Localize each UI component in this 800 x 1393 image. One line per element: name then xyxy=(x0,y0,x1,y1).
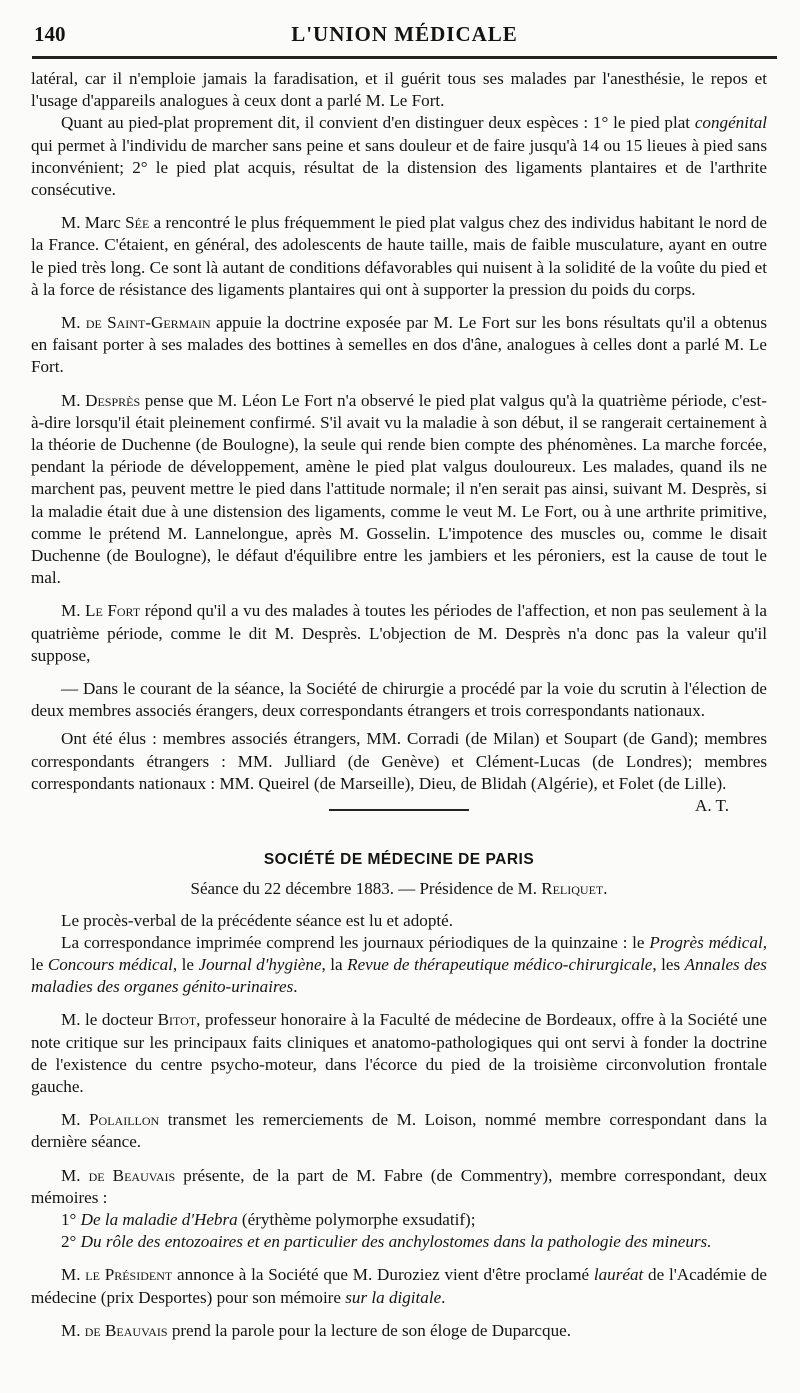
president-name: Reliquet. xyxy=(541,879,608,899)
paragraph xyxy=(31,728,767,816)
speaker-name: de Saint-Germain xyxy=(85,313,211,333)
spacer xyxy=(31,1253,767,1264)
text: qui permet à l'individu de marcher sans peine et sans douleur et de faire jusqu'à 14 ou 15 lieues à pied sans inconvénient; 2° le pied plat acquis, résultat de la distension des ligaments plantaires et de l'arthrite consécutive. xyxy=(31,135,767,200)
author-signature: A. T. xyxy=(694,796,729,816)
spacer xyxy=(31,201,767,212)
text: Quant au pied-plat proprement dit, il convient d'en distinguer deux espèces : 1° le pied plat xyxy=(61,113,695,133)
text: a rencontré le plus fréquemment le pied plat valgus chez des individus habitant le nord de la France. C'étaient, en général, des adolescents de haute taille, mais de faible musculature, ayant en outre le pied très long. Ce sont là autant de conditions défavorables qui nuisent à la solidité de la voûte du pied et à la force de résistance des ligaments plantaires qui ont à supporter la pression du poids du corps. xyxy=(31,213,768,299)
paragraph xyxy=(31,1264,767,1308)
text: . xyxy=(441,1287,446,1307)
text: transmet les remerciements de M. Loison, nommé membre correspondant dans la dernière séance. xyxy=(31,1110,768,1152)
speaker-name: de Beauvais xyxy=(88,1165,176,1185)
spacer xyxy=(31,301,767,312)
journal-title: Progrès médical xyxy=(649,932,763,952)
text: prend la parole pour la lecture de son éloge de Duparcque. xyxy=(167,1320,571,1340)
speaker-name: Le Fort xyxy=(85,601,141,621)
paragraph xyxy=(31,1109,767,1153)
spacer xyxy=(31,379,767,390)
speaker-name: Bitot xyxy=(157,1010,197,1030)
text: appuie la doctrine exposée par M. Le Fort sur les bons résultats qu'il a obtenus en faisant porter à ses malades des bottines à semelles en dos d'âne, analogues à celles dont a parlé M. Le Fort. xyxy=(31,313,767,377)
text: latéral, car il n'emploie jamais la faradisation, et il guérit tous ses malades par l'anesthésie, le repos et l'usage d'appareils analogues à ceux dont a parlé M. Le Fort. xyxy=(31,69,767,111)
page-number: 140 xyxy=(34,22,66,46)
spacer xyxy=(31,667,767,678)
journal-title: Journal d'hygiène xyxy=(198,954,322,974)
text: Ont été élus : membres associés étrangers, MM. Corradi (de Milan) et Soupart (de Gand); membres correspondants étrangers : MM. Julliard (de Genève) et Clément-Lucas (de Londres); membres correspondants nationaux : MM. Queirel (de Marseille), Dieu, de Blidah (Algérie), et Folet (de Lille). xyxy=(31,729,767,793)
text: répond qu'il a vu des malades à toutes les périodes de l'affection, et non pas seulement à la quatrième période, comme le dit M. Desprès. L'objection de M. Desprès n'a donc pas la valeur qu'il suppose, xyxy=(31,601,767,665)
text: présente, de la part de M. Fabre (de Commentry), membre correspondant, deux mémoires : xyxy=(31,1165,767,1207)
text-column xyxy=(31,68,767,1342)
paragraph xyxy=(31,600,767,667)
paragraph xyxy=(31,1165,767,1209)
list-item xyxy=(31,1231,767,1253)
list-item xyxy=(31,1209,767,1231)
paragraph xyxy=(31,678,767,722)
text: M. le docteur xyxy=(61,1010,158,1030)
text: , les xyxy=(652,954,685,974)
running-title: L'UNION MÉDICALE xyxy=(291,22,518,46)
speaker-name: Polaillon xyxy=(89,1110,160,1130)
text: M. xyxy=(61,1320,85,1340)
speaker-name: de Beauvais xyxy=(84,1320,168,1340)
paragraph xyxy=(31,932,767,999)
text: M. xyxy=(61,1165,89,1185)
paragraph xyxy=(31,212,767,301)
text: — Dans le courant de la séance, la Société de chirurgie a procédé par la voie du scrutin à l'élection de deux membres associés érangers, deux correspondants étrangers et trois correspondants nationaux. xyxy=(31,679,767,721)
seance-line xyxy=(31,878,767,900)
spacer xyxy=(31,1154,767,1165)
text: annonce à la Société que M. Duroziez vient d'être proclamé xyxy=(172,1265,594,1285)
page-header xyxy=(32,22,777,52)
text: , la xyxy=(321,954,348,974)
text: M. xyxy=(61,1265,86,1285)
memoir-list xyxy=(31,1209,767,1253)
text: M. xyxy=(61,313,86,333)
text: La correspondance imprimée comprend les journaux périodiques de la quinzaine : le xyxy=(61,932,650,952)
text: M. xyxy=(61,1110,90,1130)
text: Séance du 22 décembre 1883. — Présidence de M. xyxy=(190,879,542,899)
speaker-name: Sée xyxy=(125,213,150,233)
text: , professeur honoraire à la Faculté de médecine de Bordeaux, offre à la Société une note critique sur les principaux faits cliniques et anatomo-pathologiques qui ont servi à fonder la doctrine de l'existence du centre psycho-moteur, dans l'écorce du pied de la troisième circonvolution frontale gauche. xyxy=(31,1010,767,1096)
paragraph xyxy=(31,1320,767,1342)
paragraph xyxy=(31,112,767,201)
memoir-title: De la maladie d'Hebra xyxy=(80,1209,238,1229)
paragraph xyxy=(31,1009,767,1098)
text: M. xyxy=(61,390,86,410)
text: . xyxy=(293,977,298,997)
header-rule xyxy=(32,56,777,59)
text: de l'Académie de médecine (prix Desportes) pour son mémoire xyxy=(31,1265,767,1307)
spacer xyxy=(31,1309,767,1320)
speaker-name: le Président xyxy=(85,1265,173,1285)
journal-title: Concours médical xyxy=(47,954,173,974)
text: M. Marc xyxy=(61,213,126,233)
paragraph xyxy=(31,390,767,590)
emphasis: lauréat xyxy=(593,1265,644,1285)
journal-title: Annales des maladies des organes génito-urinaires xyxy=(31,954,767,997)
paragraph xyxy=(31,910,767,932)
paragraph xyxy=(31,68,767,112)
speaker-name: Desprès xyxy=(85,390,141,410)
paragraph xyxy=(31,312,767,379)
spacer xyxy=(31,589,767,600)
text: M. xyxy=(61,601,86,621)
text: Le procès-verbal de la précédente séance est lu et adopté. xyxy=(61,910,453,930)
section-title: SOCIÉTÉ DE MÉDECINE DE PARIS xyxy=(263,851,535,869)
emphasis: sur la digitale xyxy=(345,1287,442,1307)
text: 1° xyxy=(61,1209,81,1229)
emphasis: congénital xyxy=(694,113,767,133)
text: , le xyxy=(31,932,767,974)
journal-title: Revue de thérapeutique médico-chirurgicale xyxy=(347,954,653,974)
spacer xyxy=(31,998,767,1009)
memoir-title: Du rôle des entozoaires et en particulier des anchylostomes dans la pathologie des mineurs. xyxy=(80,1232,712,1252)
text: (érythème polymorphe exsudatif); xyxy=(237,1209,476,1229)
spacer xyxy=(31,1098,767,1109)
text: , le xyxy=(172,954,199,974)
text: 2° xyxy=(61,1232,81,1252)
text: pense que M. Léon Le Fort n'a observé le pied plat valgus qu'à la quatrième période, c'est-à-dire lorsqu'il était pleinement confirmé. S'il avait vu la maladie à son début, il se rangerait certainement à la théorie de Duchenne (de Boulogne), la seule qui rende bien compte des phénomènes. La marche forcée, pendant la période de développement, amène le pied plat valgus douloureux. Les malades, quand ils ne marchent pas, peuvent mettre le pied dans l'attitude normale; il n'en serait pas ainsi, suivant M. Desprès, si la maladie était due à une distension des ligaments, comme le veut M. Le Fort, ou à une arthrite primitive, comme le prétend M. Lannelongue, après M. Gosselin. L'impotence des muscles ou, comme le disait Duchenne (de Boulogne), le défaut d'équilibre entre les jambiers et les péroniers, est la cause de tout le mal. xyxy=(31,390,767,588)
section-separator xyxy=(329,809,469,811)
